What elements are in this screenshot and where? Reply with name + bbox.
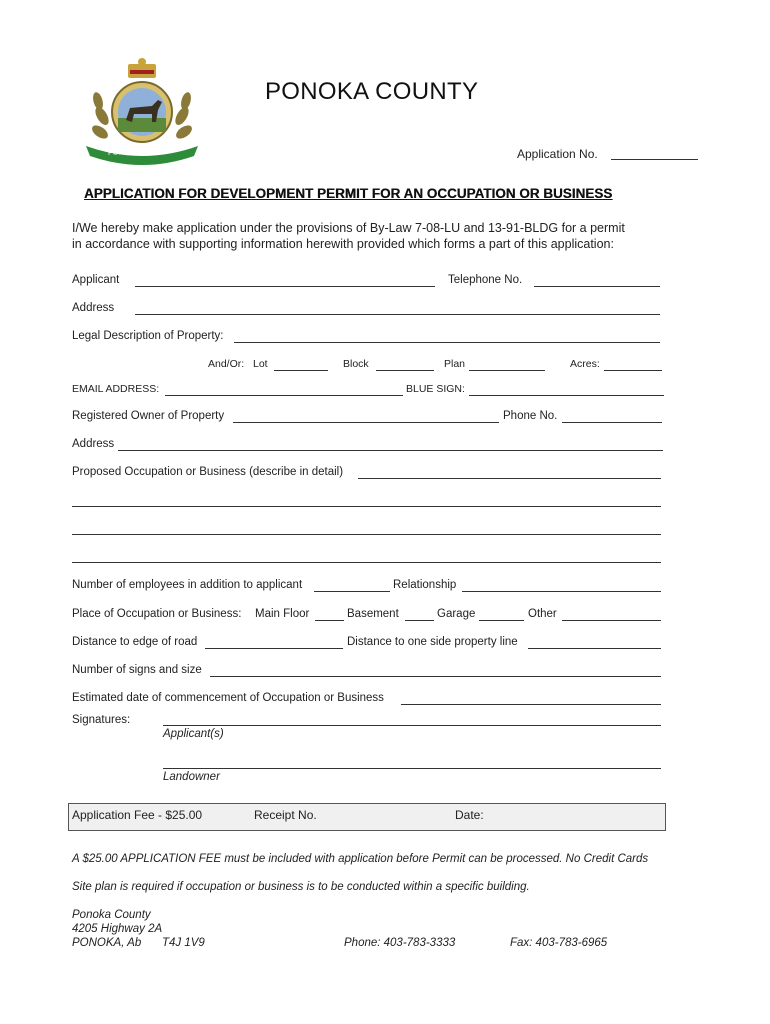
landowner-signature-field[interactable] (163, 768, 661, 769)
other-field[interactable] (562, 620, 661, 621)
acres-field[interactable] (604, 370, 662, 371)
fee-note: A $25.00 APPLICATION FEE must be included with application before Permit can be processed. No Credit Cards (72, 853, 649, 865)
telephone-label: Telephone No. (448, 274, 523, 286)
applicant-field[interactable] (135, 286, 435, 287)
intro-line-2: in accordance with supporting information herewith provided which forms a part of this application: (72, 237, 614, 251)
page-title: PONOKA COUNTY (265, 78, 479, 105)
block-label: Block (343, 358, 369, 370)
num-employees-label: Number of employees in addition to applicant (72, 579, 303, 591)
footer-fax: Fax: 403-783-6965 (510, 937, 608, 949)
garage-label: Garage (437, 608, 476, 620)
legal-description-label: Legal Description of Property: (72, 330, 224, 342)
main-floor-field[interactable] (315, 620, 344, 621)
relationship-field[interactable] (462, 591, 661, 592)
blue-sign-field[interactable] (469, 395, 664, 396)
num-signs-field[interactable] (210, 676, 661, 677)
applicant-signature-field[interactable] (163, 725, 661, 726)
and-or-label: And/Or: (208, 358, 245, 370)
phone-no-label: Phone No. (503, 410, 558, 422)
proposed-occupation-label: Proposed Occupation or Business (describe in detail) (72, 466, 344, 478)
form-title: APPLICATION FOR DEVELOPMENT PERMIT FOR AN OCCUPATION OR BUSINESS (84, 186, 613, 201)
site-plan-note: Site plan is required if occupation or business is to be conducted within a specific building. (72, 881, 530, 893)
registered-owner-field[interactable] (233, 422, 499, 423)
applicant-label: Applicant (72, 274, 120, 286)
proposed-occupation-field-2[interactable] (72, 506, 661, 507)
email-label: EMAIL ADDRESS: (72, 383, 160, 395)
plan-field[interactable] (469, 370, 545, 371)
blue-sign-label: BLUE SIGN: (406, 383, 465, 395)
crest-banner-text: PONOKA COUNTY (107, 145, 170, 158)
proposed-occupation-field-1[interactable] (358, 478, 661, 479)
proposed-occupation-field-4[interactable] (72, 562, 661, 563)
lot-field[interactable] (274, 370, 328, 371)
main-floor-label: Main Floor (255, 608, 310, 620)
footer-street: 4205 Highway 2A (72, 923, 163, 935)
landowner-signature-caption: Landowner (163, 771, 220, 783)
num-signs-label: Number of signs and size (72, 664, 202, 676)
footer-city: PONOKA, Ab (72, 937, 142, 949)
basement-label: Basement (347, 608, 399, 620)
num-employees-field[interactable] (314, 591, 390, 592)
email-field[interactable] (165, 395, 403, 396)
legal-description-field[interactable] (234, 342, 660, 343)
est-date-label: Estimated date of commencement of Occupation or Business (72, 692, 384, 704)
application-no-field[interactable] (611, 159, 698, 160)
plan-label: Plan (444, 358, 466, 370)
place-of-occupation-label: Place of Occupation or Business: (72, 608, 242, 620)
owner-address-field[interactable] (118, 450, 663, 451)
signatures-label: Signatures: (72, 714, 131, 726)
footer-org: Ponoka County (72, 909, 151, 921)
phone-no-field[interactable] (562, 422, 662, 423)
distance-side-label: Distance to one side property line (347, 636, 518, 648)
date-label: Date: (455, 808, 484, 822)
relationship-label: Relationship (393, 579, 457, 591)
block-field[interactable] (376, 370, 434, 371)
telephone-field[interactable] (534, 286, 660, 287)
owner-address-label: Address (72, 438, 115, 450)
footer-postal: T4J 1V9 (162, 937, 205, 949)
distance-road-label: Distance to edge of road (72, 636, 198, 648)
intro-line-1: I/We hereby make application under the provisions of By-Law 7-08-LU and 13-91-BLDG for a permit (72, 221, 625, 235)
applicants-signature-caption: Applicant(s) (163, 728, 224, 740)
acres-label: Acres: (570, 358, 600, 370)
est-date-field[interactable] (401, 704, 661, 705)
distance-road-field[interactable] (205, 648, 343, 649)
registered-owner-label: Registered Owner of Property (72, 410, 225, 422)
footer-phone: Phone: 403-783-3333 (344, 937, 456, 949)
other-label: Other (528, 608, 557, 620)
address-label: Address (72, 302, 115, 314)
garage-field[interactable] (479, 620, 524, 621)
distance-side-field[interactable] (528, 648, 661, 649)
receipt-no-label: Receipt No. (254, 808, 317, 822)
application-no-label: Application No. (517, 147, 598, 161)
address-field[interactable] (135, 314, 660, 315)
basement-field[interactable] (405, 620, 434, 621)
application-fee-label: Application Fee - $25.00 (72, 808, 203, 822)
county-crest-logo (82, 56, 202, 168)
proposed-occupation-field-3[interactable] (72, 534, 661, 535)
lot-label: Lot (253, 358, 268, 370)
